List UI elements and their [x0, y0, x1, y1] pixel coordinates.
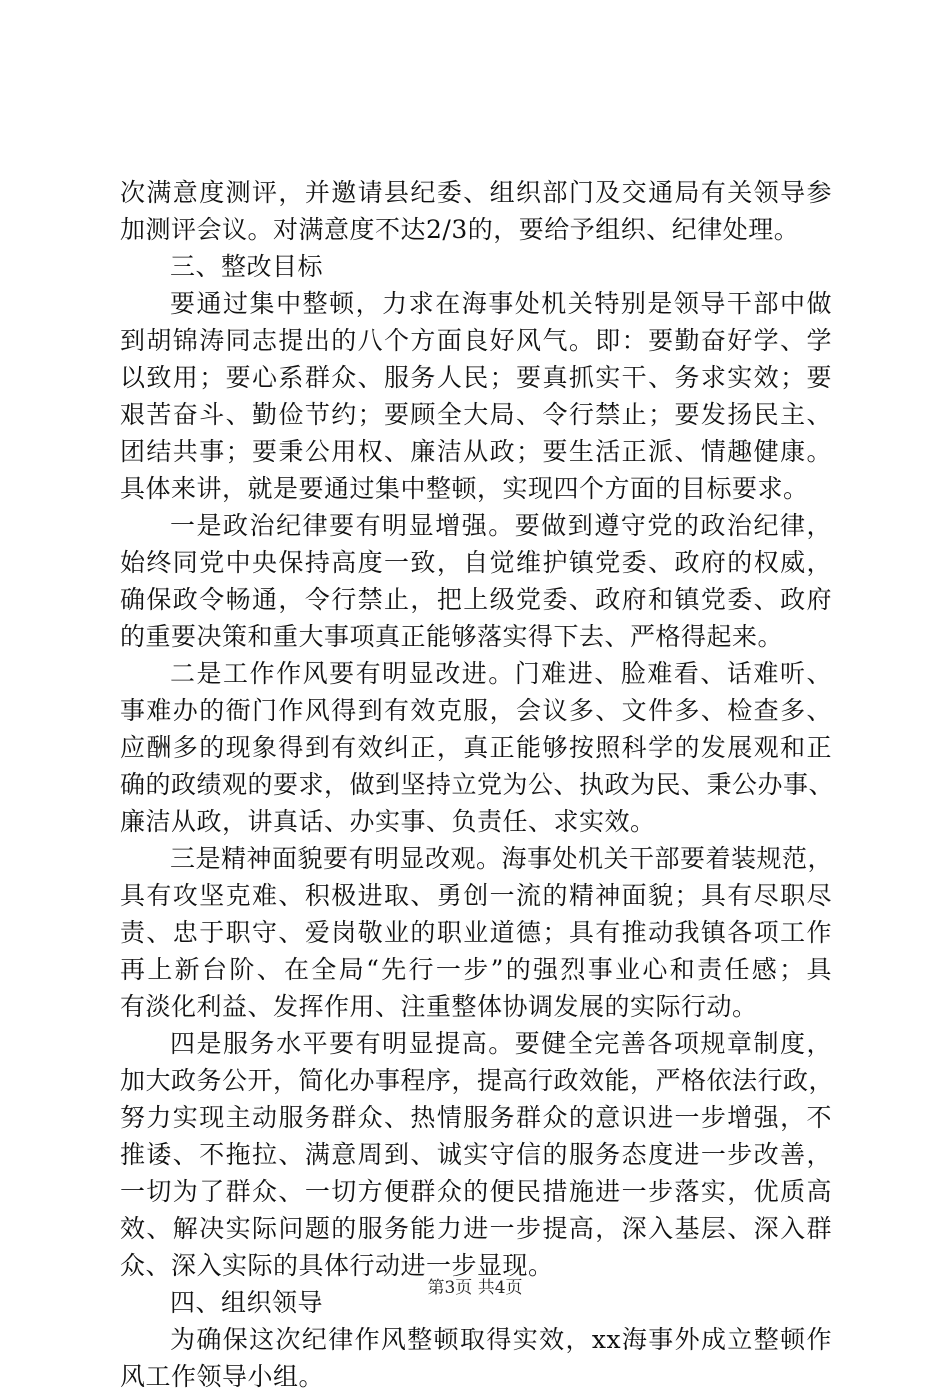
text-line: 艰苦奋斗、勤俭节约；要顾全大局、令行禁止；要发扬民主、 [120, 400, 832, 429]
text-line: 众、深入实际的具体行动进一步显现。 [120, 1251, 554, 1280]
text-line: 事难办的衙门作风得到有效克服，会议多、文件多、检查多、 [120, 696, 832, 725]
text-line: 廉洁从政，讲真话、办实事、负责任、求实效。 [120, 807, 656, 836]
text-line: 到胡锦涛同志提出的八个方面良好风气。即：要勤奋好学、学 [120, 326, 832, 355]
text-line: 具有攻坚克难、积极进取、勇创一流的精神面貌；具有尽职尽 [120, 881, 832, 910]
text-line: 推诿、不拖拉、满意周到、诚实守信的服务态度进一步改善， [120, 1140, 832, 1169]
text-line: 努力实现主动服务群众、热情服务群众的意识进一步增强，不 [120, 1103, 832, 1132]
page-number-footer: 第3页 共4页 [427, 1278, 523, 1298]
text-line: 次满意度测评，并邀请县纪委、组织部门及交通局有关领导参 [120, 178, 832, 207]
document-body [120, 174, 835, 1395]
paragraph-first-line: 要通过集中整顿，力求在海事处机关特别是领导干部中做 [170, 289, 832, 318]
text-line: 效、解决实际问题的服务能力进一步提高，深入基层、深入群 [120, 1214, 832, 1243]
text-line: 有淡化利益、发挥作用、注重整体协调发展的实际行动。 [120, 992, 758, 1021]
text-line: 加测评会议。对满意度不达2/3的，要给予组织、纪律处理。 [120, 215, 800, 244]
paragraph-first-line: 二是工作作风要有明显改进。门难进、脸难看、话难听、 [170, 659, 832, 688]
paragraph-first-line: 四是服务水平要有明显提高。要健全完善各项规章制度， [170, 1029, 832, 1058]
text-line: 以致用；要心系群众、服务人民；要真抓实干、务求实效；要 [120, 363, 832, 392]
text-line: 确的政绩观的要求，做到坚持立党为公、执政为民、秉公办事、 [120, 770, 835, 799]
text-line: 一切为了群众、一切方便群众的便民措施进一步落实，优质高 [120, 1177, 832, 1206]
text-line: 确保政令畅通，令行禁止，把上级党委、政府和镇党委、政府 [120, 585, 832, 614]
text-line: 责、忠于职守、爱岗敬业的职业道德；具有推动我镇各项工作 [120, 918, 832, 947]
section-heading: 四、组织领导 [170, 1288, 324, 1317]
text-line: 再上新台阶、在全局“先行一步”的强烈事业心和责任感；具 [120, 955, 832, 984]
text-line: 具体来讲，就是要通过集中整顿，实现四个方面的目标要求。 [120, 474, 809, 503]
text-line: 的重要决策和重大事项真正能够落实得下去、严格得起来。 [120, 622, 784, 651]
text-line: 团结共事；要秉公用权、廉洁从政；要生活正派、情趣健康。 [120, 437, 832, 466]
paragraph-first-line: 为确保这次纪律作风整顿取得实效，xx海事外成立整顿作 [170, 1325, 832, 1354]
text-line: 风工作领导小组。 [120, 1362, 325, 1391]
text-line: 加大政务公开，简化办事程序，提高行政效能，严格依法行政， [120, 1066, 835, 1095]
paragraph-first-line: 三是精神面貌要有明显改观。海事处机关干部要着装规范， [170, 844, 834, 873]
section-heading: 三、整改目标 [170, 252, 324, 281]
paragraph-first-line: 一是政治纪律要有明显增强。要做到遵守党的政治纪律， [170, 511, 832, 540]
text-line: 始终同党中央保持高度一致，自觉维护镇党委、政府的权威， [120, 548, 832, 577]
text-line: 应酬多的现象得到有效纠正，真正能够按照科学的发展观和正 [120, 733, 832, 762]
